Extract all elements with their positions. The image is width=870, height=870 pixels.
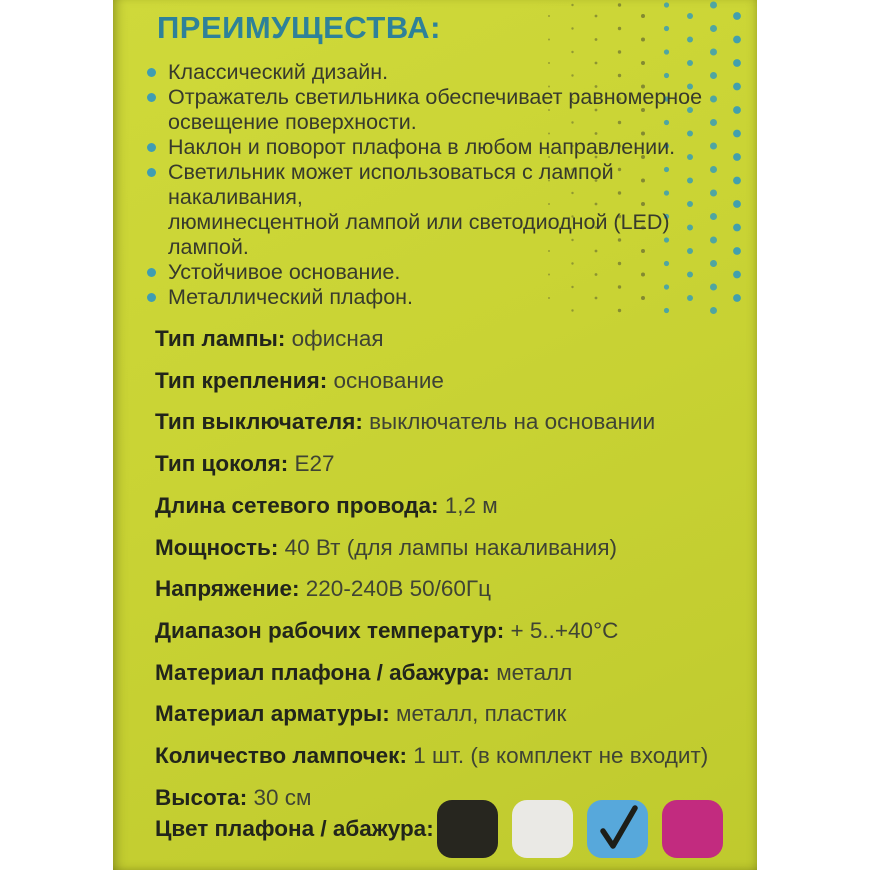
spec-label: Тип крепления:: [155, 367, 334, 393]
advantage-item: [147, 60, 727, 85]
advantage-line: Наклон и поворот плафона в любом направлении.: [168, 135, 676, 159]
advantage-line: люминесцентной лампой или светодиодной (LED) лампой.: [168, 210, 670, 259]
spec-label: Тип цоколя:: [155, 451, 295, 477]
advantage-line: Классический дизайн.: [168, 60, 389, 84]
spec-row: [155, 318, 735, 360]
color-swatches: [437, 800, 737, 858]
spec-value: + 5..+40°C: [510, 617, 619, 643]
color-row-label: Цвет плафона / абажура:: [155, 816, 434, 841]
product-info-panel: [113, 0, 757, 870]
spec-row: [155, 568, 735, 610]
spec-row: [155, 735, 735, 777]
advantages-title: ПРЕИМУЩЕСТВА:: [157, 10, 441, 45]
spec-value: металл: [496, 659, 573, 685]
spec-value: 1,2 м: [444, 492, 498, 518]
spec-label: Длина сетевого провода:: [155, 492, 445, 518]
advantage-line: Отражатель светильника обеспечивает равномерное: [168, 85, 703, 109]
spec-value: основание: [333, 367, 444, 393]
advantage-item: [147, 135, 727, 160]
advantage-item: [147, 85, 727, 135]
spec-value: 40 Вт (для лампы накаливания): [284, 534, 617, 560]
spec-row: [155, 652, 735, 694]
spec-label: Количество лампочек:: [155, 743, 414, 769]
advantage-line: Устойчивое основание.: [168, 260, 401, 284]
advantage-line: Светильник может использоваться с лампой накаливания,: [168, 160, 614, 209]
spec-value: 30 см: [253, 784, 312, 810]
spec-label: Материал арматуры:: [155, 701, 397, 727]
spec-row: [155, 527, 735, 569]
spec-label: Тип выключателя:: [155, 409, 370, 435]
spec-label: Материал плафона / абажура:: [155, 659, 497, 685]
spec-value: 220-240В 50/60Гц: [305, 576, 491, 602]
spec-value: 1 шт. (в комплект не входит): [413, 743, 709, 769]
checkmark-icon: [596, 805, 640, 851]
spec-row: [155, 693, 735, 735]
spec-label: Тип лампы:: [155, 326, 292, 351]
spec-row: [155, 360, 735, 402]
color-swatch-white: [512, 800, 573, 858]
spec-label: Высота:: [155, 784, 254, 810]
advantage-item: [147, 160, 727, 260]
advantages-list: [147, 60, 727, 310]
color-swatch-magenta: [662, 800, 723, 858]
color-options-row: [155, 800, 737, 858]
spec-label: Диапазон рабочих температур:: [155, 617, 511, 643]
spec-row: [155, 443, 735, 485]
spec-value: выключатель на основании: [369, 409, 656, 435]
color-swatch-blue: [587, 800, 648, 858]
advantage-item: [147, 285, 727, 310]
color-swatch-black: [437, 800, 498, 858]
advantage-line: Металлический плафон.: [168, 285, 414, 309]
advantage-item: [147, 260, 727, 285]
spec-row: [155, 401, 735, 443]
spec-label: Мощность:: [155, 534, 285, 560]
spec-value: E27: [294, 451, 335, 477]
spec-label: Напряжение:: [155, 576, 306, 602]
advantage-line: освещение поверхности.: [168, 110, 417, 134]
spec-row: [155, 485, 735, 527]
spec-list: [155, 318, 735, 818]
spec-value: офисная: [291, 326, 384, 351]
spec-row: [155, 610, 735, 652]
spec-value: металл, пластик: [396, 701, 567, 727]
